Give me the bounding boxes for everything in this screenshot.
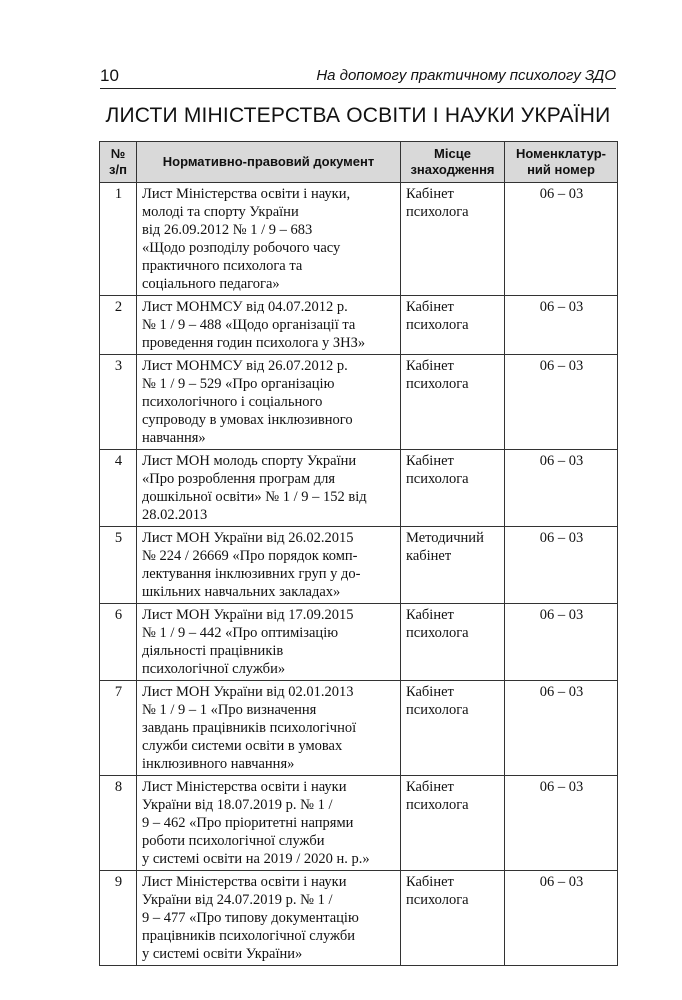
row-number: 4 — [100, 450, 137, 527]
row-document: Лист Міністерства освіти і науки України від 24.07.2019 р. № 1 / 9 – 477 «Про типову документацію працівників психологічної служби у системі освіти України» — [137, 871, 401, 966]
column-header-number: № з/п — [100, 142, 137, 183]
row-document: Лист Міністерства освіти і науки України від 18.07.2019 р. № 1 / 9 – 462 «Про пріоритетні напрями роботи психологічної служби у системі освіти на 2019 / 2020 н. р.» — [137, 776, 401, 871]
row-number: 2 — [100, 296, 137, 355]
row-nomenclature: 06 – 03 — [505, 296, 618, 355]
row-location: Кабінет психолога — [401, 355, 505, 450]
page-header — [100, 62, 616, 89]
row-location: Кабінет психолога — [401, 183, 505, 296]
row-location: Кабінет психолога — [401, 776, 505, 871]
row-number: 5 — [100, 527, 137, 604]
table-header-row — [100, 142, 618, 183]
page-number: 10 — [100, 66, 119, 85]
row-number: 9 — [100, 871, 137, 966]
column-header-document: Нормативно-правовий документ — [137, 142, 401, 183]
row-nomenclature: 06 – 03 — [505, 355, 618, 450]
table-row — [100, 604, 618, 681]
table-row — [100, 527, 618, 604]
row-number: 8 — [100, 776, 137, 871]
row-document: Лист МОН України від 02.01.2013 № 1 / 9 – 1 «Про визначення завдань працівників психологічної служби системи освіти в умовах інклюзивного навчання» — [137, 681, 401, 776]
row-document: Лист МОН України від 17.09.2015 № 1 / 9 – 442 «Про оптимізацію діяльності працівників психологічної служби» — [137, 604, 401, 681]
row-nomenclature: 06 – 03 — [505, 871, 618, 966]
row-location: Кабінет психолога — [401, 871, 505, 966]
row-number: 3 — [100, 355, 137, 450]
running-title: На допомогу практичному психологу ЗДО — [316, 67, 616, 84]
row-document: Лист Міністерства освіти і науки, молоді та спорту України від 26.09.2012 № 1 / 9 – 683 «Щодо розподілу робочого часу практичного психолога та соціального педагога» — [137, 183, 401, 296]
column-header-nomenclature: Номенклатур- ний номер — [505, 142, 618, 183]
row-number: 7 — [100, 681, 137, 776]
row-location: Кабінет психолога — [401, 604, 505, 681]
row-nomenclature: 06 – 03 — [505, 604, 618, 681]
table-row — [100, 183, 618, 296]
row-location: Кабінет психолога — [401, 681, 505, 776]
table-row — [100, 681, 618, 776]
table-row — [100, 355, 618, 450]
row-nomenclature: 06 – 03 — [505, 450, 618, 527]
column-header-location: Місце знаходження — [401, 142, 505, 183]
row-nomenclature: 06 – 03 — [505, 776, 618, 871]
documents-table — [99, 141, 618, 966]
table-row — [100, 450, 618, 527]
row-nomenclature: 06 – 03 — [505, 183, 618, 296]
table-row — [100, 296, 618, 355]
row-document: Лист МОН молодь спорту України «Про розроблення програм для дошкільної освіти» № 1 / 9 – 152 від 28.02.2013 — [137, 450, 401, 527]
row-document: Лист МОНМСУ від 26.07.2012 р. № 1 / 9 – 529 «Про організацію психологічного і соціального супроводу в умовах інклюзивного навчання» — [137, 355, 401, 450]
row-location: Кабінет психолога — [401, 296, 505, 355]
table-row — [100, 776, 618, 871]
row-number: 6 — [100, 604, 137, 681]
row-location: Кабінет психолога — [401, 450, 505, 527]
row-number: 1 — [100, 183, 137, 296]
section-title: ЛИСТИ МІНІСТЕРСТВА ОСВІТИ І НАУКИ УКРАЇНИ — [105, 104, 611, 127]
table-row — [100, 871, 618, 966]
row-location: Методичний кабінет — [401, 527, 505, 604]
row-nomenclature: 06 – 03 — [505, 527, 618, 604]
row-document: Лист МОН України від 26.02.2015 № 224 / 26669 «Про порядок комп- лектування інклюзивних груп у до- шкільних навчальних закладах» — [137, 527, 401, 604]
row-document: Лист МОНМСУ від 04.07.2012 р. № 1 / 9 – 488 «Щодо організації та проведення годин психолога у ЗНЗ» — [137, 296, 401, 355]
row-nomenclature: 06 – 03 — [505, 681, 618, 776]
